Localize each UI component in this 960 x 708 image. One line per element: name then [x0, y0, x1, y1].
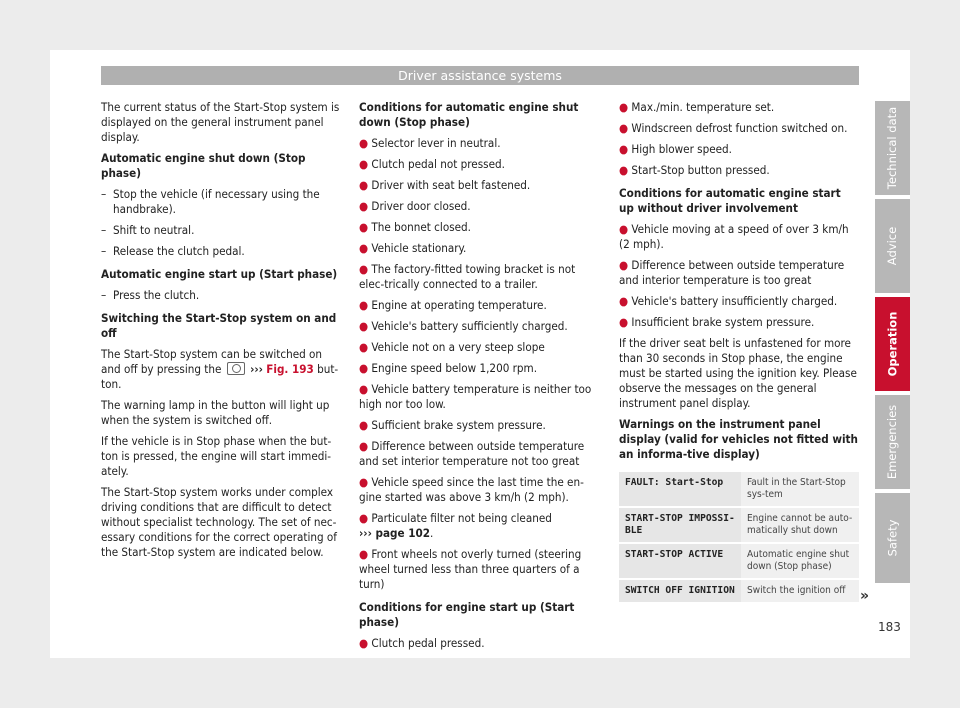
list-item: ● Start-Stop button pressed. — [619, 163, 770, 177]
start-phase-heading: Automatic engine start up (Start phase) — [101, 267, 338, 281]
list-item: ● Particulate filter not being cleaned ››› page 102. — [359, 511, 552, 540]
warning-message: Fault in the Start-Stop sys-tem — [741, 472, 859, 507]
figure-link[interactable]: Fig. 193 — [266, 362, 314, 376]
seat-belt-paragraph: If the driver seat belt is unfastened for more than 30 seconds in Stop phase, the engine must be started using the ignition key. Please observe the messages on the general instrument panel display. — [619, 336, 857, 410]
list-item: ● Max./min. temperature set. — [619, 100, 775, 114]
column-3 — [619, 100, 859, 604]
table-row — [619, 507, 859, 543]
stop-step-1: – Stop the vehicle (if necessary using the handbrake). — [101, 187, 341, 217]
warnings-table — [619, 472, 859, 604]
start-conditions-heading: Conditions for engine start up (Start phase) — [359, 600, 575, 629]
table-row — [619, 472, 859, 507]
list-item: ● Vehicle battery temperature is neither too high nor too low. — [359, 382, 592, 411]
list-item: ● Driver with seat belt fastened. — [359, 178, 531, 192]
stop-conditions-list — [359, 136, 602, 592]
list-item: ● The factory-fitted towing bracket is not elec-trically connected to a trailer. — [359, 262, 576, 291]
list-item: ● The bonnet closed. — [359, 220, 471, 234]
warning-code: START-STOP ACTIVE — [619, 543, 741, 579]
reference-arrow: ››› — [250, 362, 263, 376]
warning-message: Automatic engine shut down (Stop phase) — [741, 543, 859, 579]
warning-message: Switch the ignition off — [741, 579, 859, 603]
table-row — [619, 543, 859, 579]
auto-start-heading: Conditions for automatic engine start up without driver involvement — [619, 186, 841, 215]
list-item: ● Vehicle stationary. — [359, 241, 467, 255]
stop-conditions-heading: Conditions for automatic engine shut down (Stop phase) — [359, 100, 579, 129]
start-stop-button-icon — [227, 362, 245, 375]
list-item: ● Front wheels not overly turned (steering wheel turned less than three quarters of a turn) — [359, 547, 582, 591]
switching-paragraph — [101, 347, 341, 392]
list-item: ● Engine speed below 1,200 rpm. — [359, 361, 538, 375]
list-item: ● Insufficient brake system pressure. — [619, 315, 815, 329]
continue-icon: » — [860, 588, 870, 604]
list-item: ● Vehicle speed since the last time the en-gine started was above 3 km/h (2 mph). — [359, 475, 584, 504]
list-item: ● Vehicle's battery insufficiently charged. — [619, 294, 838, 308]
warning-message: Engine cannot be auto-matically shut down — [741, 507, 859, 543]
stop-step-3: – Release the clutch pedal. — [101, 244, 341, 259]
tab-operation[interactable]: Operation — [875, 297, 910, 391]
stop-phase-heading: Automatic engine shut down (Stop phase) — [101, 151, 306, 180]
column-2 — [359, 100, 602, 657]
list-item: ● Clutch pedal not pressed. — [359, 157, 505, 171]
list-item: ● Clutch pedal pressed. — [359, 636, 485, 650]
switching-heading: Switching the Start-Stop system on and off — [101, 311, 337, 340]
list-item: ● Difference between outside temperature and interior temperature is too great — [619, 258, 845, 287]
warning-code: FAULT: Start-Stop — [619, 472, 741, 507]
tab-advice[interactable]: Advice — [875, 199, 910, 293]
switching-text-end: but-ton. — [101, 362, 339, 391]
column-1 — [101, 100, 341, 566]
list-item: ● Driver door closed. — [359, 199, 471, 213]
complex-conditions-paragraph: The Start-Stop system works under complex driving conditions that are difficult to detect without specialist technology. The set of nec-essary conditions for the correct operating of the Start-Stop system are indicated below. — [101, 485, 337, 559]
warning-code: SWITCH OFF IGNITION — [619, 579, 741, 603]
tab-technical-data[interactable]: Technical data — [875, 101, 910, 195]
start-step-1: – Press the clutch. — [101, 288, 341, 303]
tab-emergencies[interactable]: Emergencies — [875, 395, 910, 489]
list-item: ● Vehicle not on a very steep slope — [359, 340, 545, 354]
list-item: ● Difference between outside temperature and set interior temperature not too great — [359, 439, 585, 468]
stop-phase-press-paragraph: If the vehicle is in Stop phase when the but-ton is pressed, the engine will start immedi-ately. — [101, 434, 332, 478]
intro-paragraph: The current status of the Start-Stop system is displayed on the general instrument panel display. — [101, 100, 340, 144]
section-header: Driver assistance systems — [101, 66, 859, 85]
list-item: ● Vehicle moving at a speed of over 3 km/h (2 mph). — [619, 222, 849, 251]
warning-code: START-STOP IMPOSSI-BLE — [619, 507, 741, 543]
warning-lamp-paragraph: The warning lamp in the button will light up when the system is switched off. — [101, 398, 330, 427]
table-row — [619, 579, 859, 603]
switching-text: The Start-Stop system can be switched on and off by pressing the — [101, 347, 323, 376]
page-number: 183 — [878, 620, 901, 634]
list-item: ● Vehicle's battery sufficiently charged. — [359, 319, 568, 333]
list-item: ● Windscreen defrost function switched on. — [619, 121, 848, 135]
list-item: ● Sufficient brake system pressure. — [359, 418, 546, 432]
page-link[interactable]: ››› page 102 — [359, 526, 430, 540]
list-item: ● High blower speed. — [619, 142, 732, 156]
list-item: ● Engine at operating temperature. — [359, 298, 547, 312]
tab-safety[interactable]: Safety — [875, 493, 910, 583]
warnings-heading: Warnings on the instrument panel display (valid for vehicles not fitted with an informa-tive display) — [619, 417, 858, 461]
list-item: ● Selector lever in neutral. — [359, 136, 501, 150]
stop-step-2: – Shift to neutral. — [101, 223, 341, 238]
